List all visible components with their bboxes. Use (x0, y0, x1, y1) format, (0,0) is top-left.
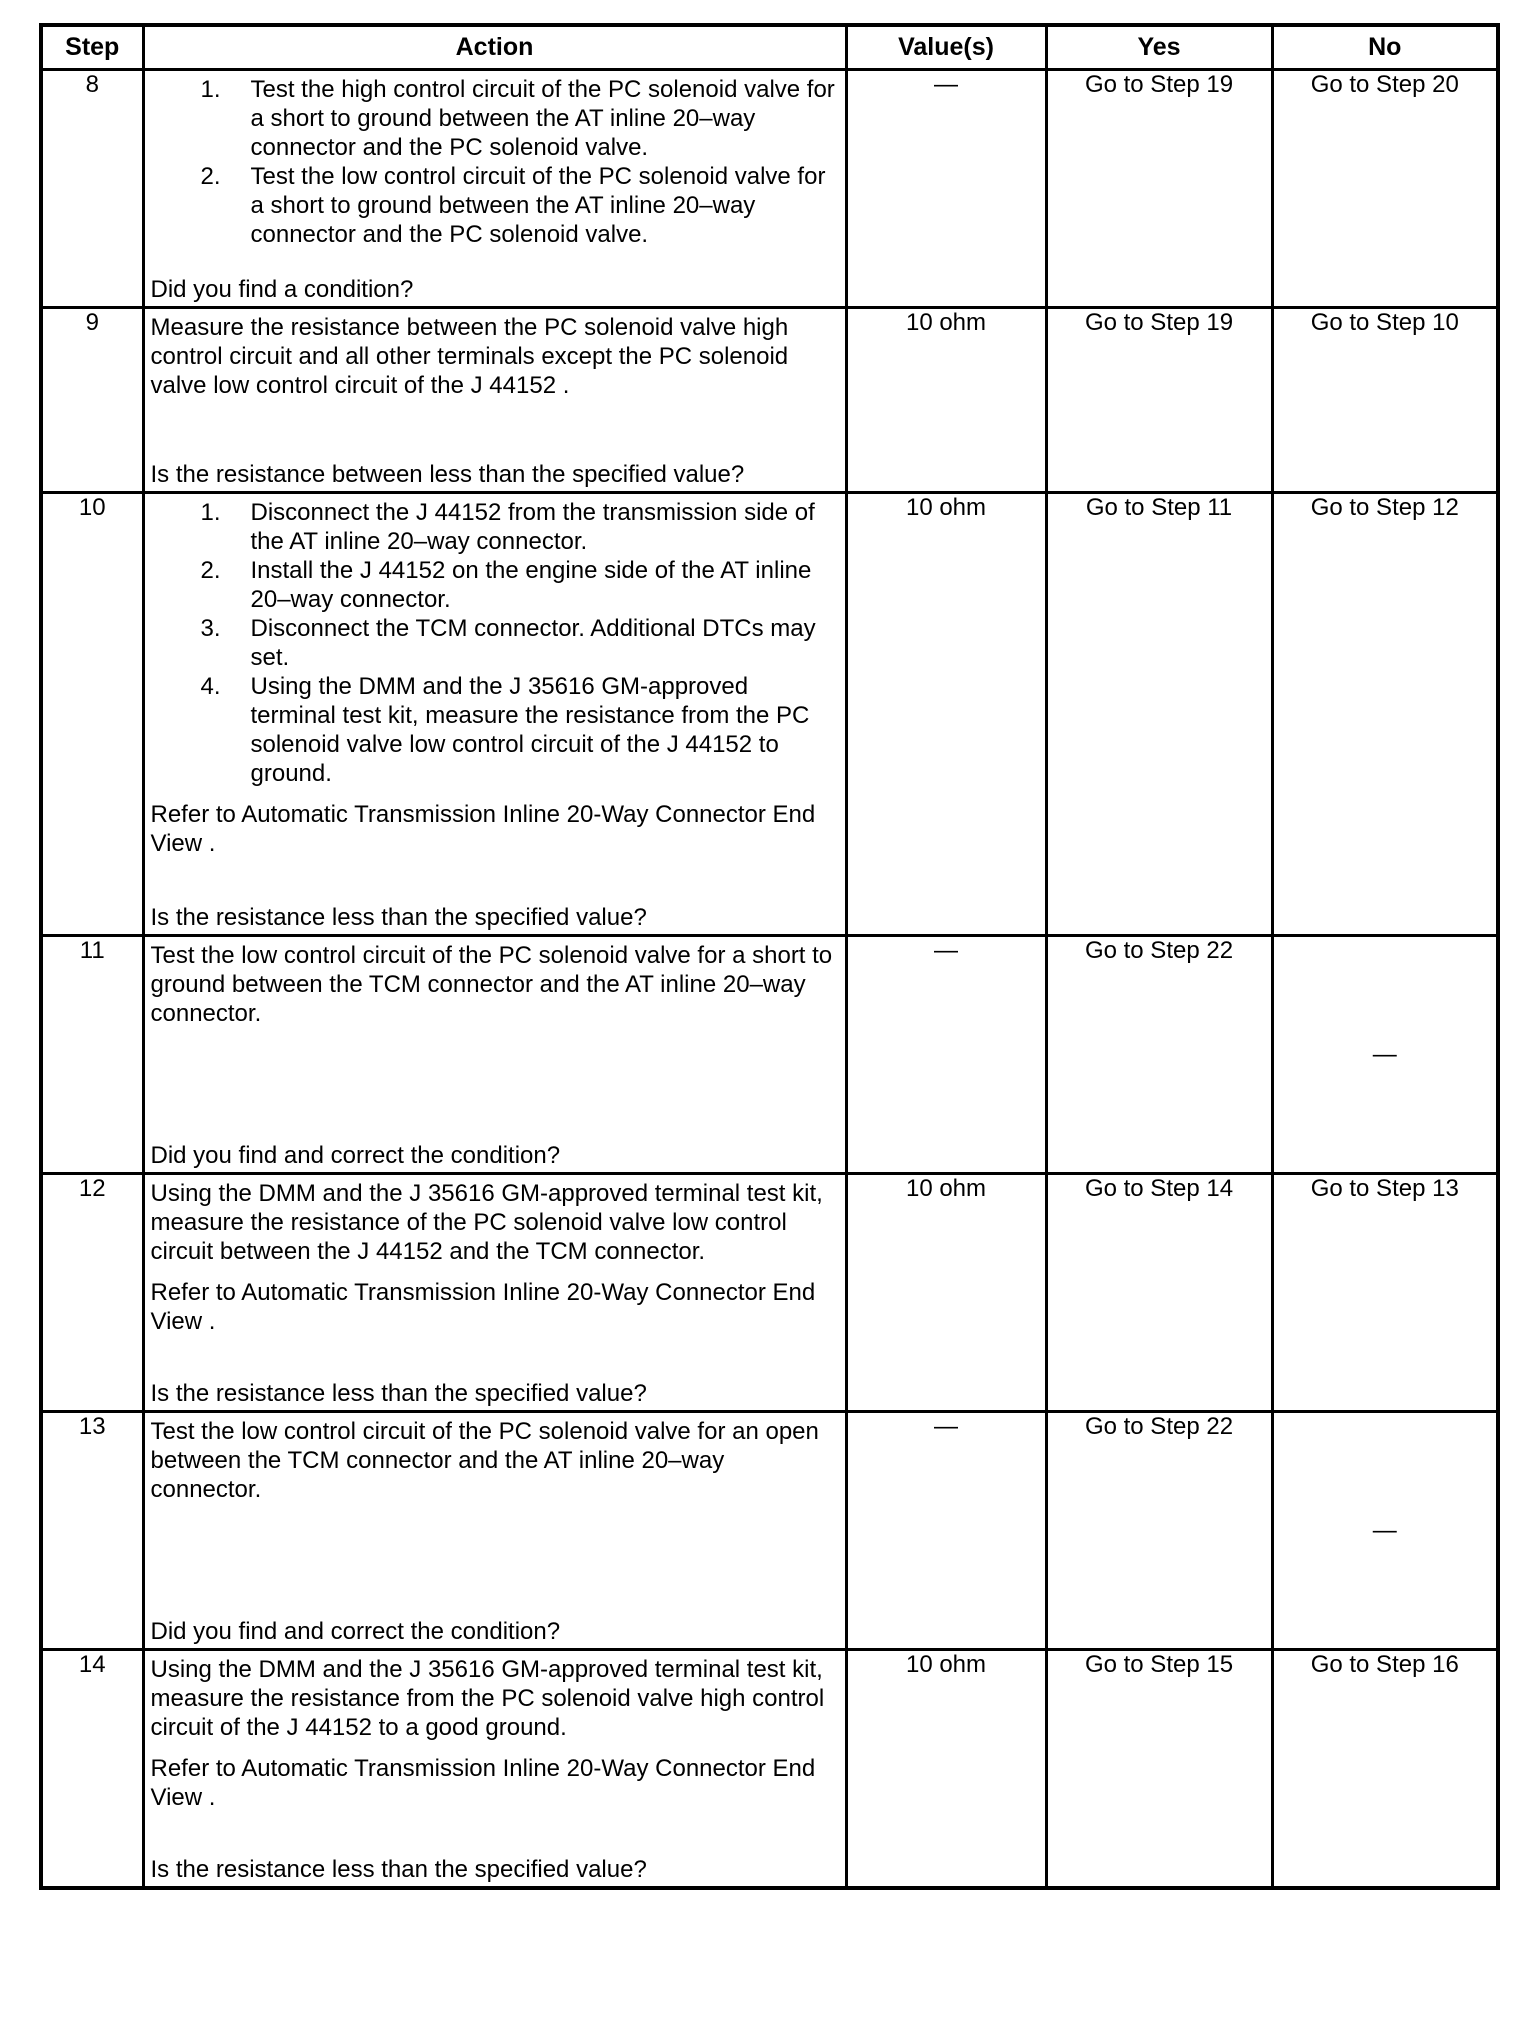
table-row (41, 1650, 1498, 1889)
no-cell: Go to Step 12 (1272, 493, 1498, 936)
reference-link-text: Refer to Automatic Transmission Inline 20-Way Connector End View . (150, 801, 816, 857)
header-value: Value(s) (846, 25, 1046, 70)
action-cell (143, 308, 846, 493)
action-cell (143, 1174, 846, 1412)
table-row (41, 493, 1498, 936)
action-cell (143, 493, 846, 936)
yes-cell: Go to Step 22 (1046, 936, 1272, 1174)
diagnostic-table (39, 23, 1500, 1890)
step-number: 10 (41, 493, 143, 936)
action-cell (143, 936, 846, 1174)
list-item (200, 556, 839, 614)
table-row (41, 308, 1498, 493)
header-no: No (1272, 25, 1498, 70)
item-text: Install the J 44152 on the engine side of the AT inline 20–way connector. (250, 557, 812, 613)
header-yes: Yes (1046, 25, 1272, 70)
step-number: 8 (41, 70, 143, 308)
yes-cell: Go to Step 11 (1046, 493, 1272, 936)
action-text: Using the DMM and the J 35616 GM-approved terminal test kit, measure the resistance of the PC solenoid valve low control circuit between the J 44152 and the TCM connector. (150, 1180, 823, 1265)
item-text: Disconnect the J 44152 from the transmission side of the AT inline 20–way connector. (250, 499, 815, 555)
item-text: Using the DMM and the J 35616 GM-approved terminal test kit, measure the resistance from the PC solenoid valve low control circuit of the J 44152 to ground. (250, 673, 810, 787)
yes-cell: Go to Step 19 (1046, 308, 1272, 493)
header-row (41, 25, 1498, 70)
step-number: 14 (41, 1650, 143, 1889)
value-cell: 10 ohm (846, 1174, 1046, 1412)
action-question: Is the resistance less than the specified value? (150, 1856, 647, 1883)
step-number: 13 (41, 1412, 143, 1650)
action-question: Did you find and correct the condition? (150, 1618, 561, 1645)
table-row (41, 936, 1498, 1174)
action-cell (143, 70, 846, 308)
item-text: Disconnect the TCM connector. Additional DTCs may set. (250, 615, 816, 671)
no-cell: Go to Step 10 (1272, 308, 1498, 493)
action-question: Did you find a condition? (150, 276, 414, 303)
value-cell: 10 ohm (846, 1650, 1046, 1889)
action-cell (143, 1650, 846, 1889)
table-row (41, 1174, 1498, 1412)
yes-cell: Go to Step 19 (1046, 70, 1272, 308)
action-question: Did you find and correct the condition? (150, 1142, 561, 1169)
step-number: 9 (41, 308, 143, 493)
value-cell: — (846, 1412, 1046, 1650)
value-cell: 10 ohm (846, 493, 1046, 936)
item-number: 1. (200, 499, 221, 526)
list-item (200, 75, 839, 162)
no-cell: Go to Step 16 (1272, 1650, 1498, 1889)
value-cell: — (846, 936, 1046, 1174)
table-row (41, 70, 1498, 308)
item-number: 4. (200, 673, 221, 700)
list-item (200, 672, 839, 788)
action-question: Is the resistance less than the specified value? (150, 904, 647, 931)
yes-cell: Go to Step 22 (1046, 1412, 1272, 1650)
item-number: 2. (200, 163, 221, 190)
step-number: 12 (41, 1174, 143, 1412)
list-item (200, 162, 839, 249)
reference-link-text: Refer to Automatic Transmission Inline 20-Way Connector End View . (150, 1279, 816, 1335)
action-cell (143, 1412, 846, 1650)
action-steps (151, 498, 839, 788)
action-text: Measure the resistance between the PC solenoid valve high control circuit and all other terminals except the PC solenoid valve low control circuit of the J 44152 . (150, 314, 789, 399)
reference-link-text: Refer to Automatic Transmission Inline 20-Way Connector End View . (150, 1755, 816, 1811)
no-cell: Go to Step 20 (1272, 70, 1498, 308)
action-steps (151, 75, 839, 249)
action-question: Is the resistance less than the specified value? (150, 1380, 647, 1407)
list-item (200, 614, 839, 672)
action-text: Test the low control circuit of the PC solenoid valve for a short to ground between the TCM connector and the AT inline 20–way connector. (150, 942, 833, 1027)
list-item (200, 498, 839, 556)
table-row (41, 1412, 1498, 1650)
step-number: 11 (41, 936, 143, 1174)
action-text: Using the DMM and the J 35616 GM-approved terminal test kit, measure the resistance from the PC solenoid valve high control circuit of the J 44152 to a good ground. (150, 1656, 825, 1741)
item-text: Test the high control circuit of the PC solenoid valve for a short to ground between the AT inline 20–way connector and the PC solenoid valve. (250, 76, 835, 161)
item-number: 2. (200, 557, 221, 584)
action-question: Is the resistance between less than the specified value? (150, 461, 745, 488)
item-number: 1. (200, 76, 221, 103)
header-step: Step (41, 25, 143, 70)
item-text: Test the low control circuit of the PC solenoid valve for a short to ground between the AT inline 20–way connector and the PC solenoid valve. (250, 163, 826, 248)
item-number: 3. (200, 615, 221, 642)
no-cell: — (1272, 936, 1498, 1174)
no-cell: Go to Step 13 (1272, 1174, 1498, 1412)
value-cell: 10 ohm (846, 308, 1046, 493)
header-action: Action (143, 25, 846, 70)
yes-cell: Go to Step 15 (1046, 1650, 1272, 1889)
yes-cell: Go to Step 14 (1046, 1174, 1272, 1412)
action-text: Test the low control circuit of the PC solenoid valve for an open between the TCM connector and the AT inline 20–way connector. (150, 1418, 819, 1503)
value-cell: — (846, 70, 1046, 308)
no-cell: — (1272, 1412, 1498, 1650)
